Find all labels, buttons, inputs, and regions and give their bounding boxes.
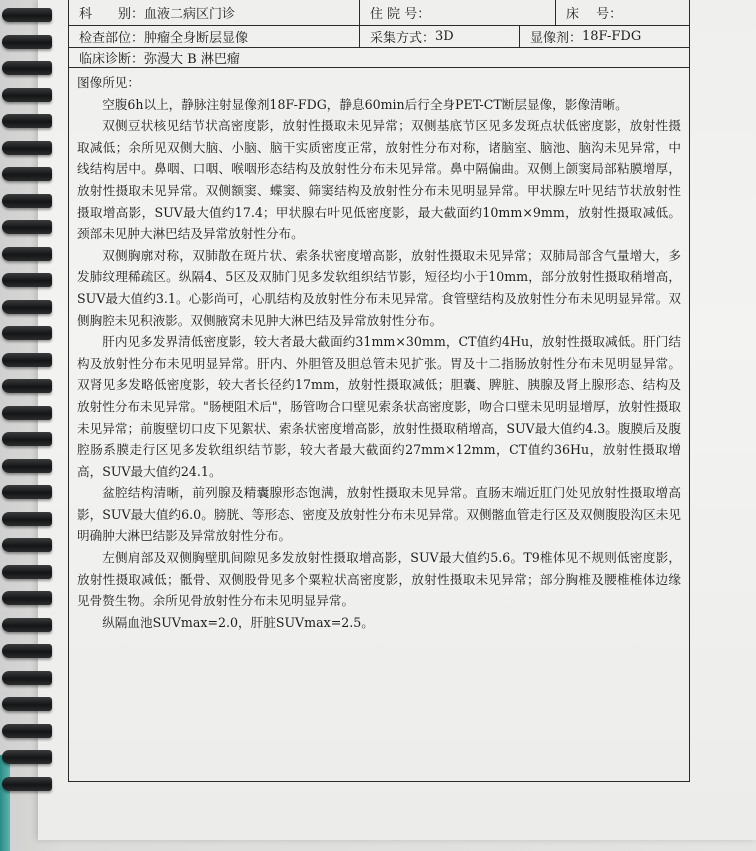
diagnosis-row — [69, 48, 689, 68]
binder-ring — [2, 697, 52, 711]
patient-info-row — [69, 0, 689, 26]
acquisition-method-value: 3D — [435, 29, 454, 44]
binder-ring — [2, 326, 52, 340]
diagnosis-label: 临床诊断： — [79, 52, 145, 67]
binder-ring — [2, 406, 52, 420]
binder-ring — [2, 591, 52, 605]
binder-ring — [2, 750, 52, 764]
binder-ring — [2, 671, 52, 685]
binder-ring — [2, 353, 52, 367]
binder-ring — [2, 565, 52, 579]
findings-paragraph-abdomen: 肝内见多发界清低密度影，较大者最大截面约31mm×30mm，CT值约4Hu，放射性摄取减低。肝门结构及放射性分布未见明显异常。肝内、外胆管及胆总管未见扩张。胃及十二指肠放射性分布未见明显异常。双肾见多发略低密度影，较大者长径约17mm，放射性摄取减低；胆囊、脾脏、胰腺及肾上腺形态、结构及放射性分布未见异常。"肠梗阻术后"，肠管吻合口壁见索条状高密度影，吻合口壁未见明显增厚，放射性摄取未见异常；前腹壁切口皮下见絮状、索条状密度增高影，放射性摄取稍增高，SUV最大值约4.3。腹膜后及腹腔肠系膜走行区见多发软组织结节影，较大者最大截面约27mm×12mm，CT值约36Hu，放射性摄取增高，SUV最大值约24.1。 — [77, 334, 681, 479]
exam-info-row — [69, 26, 689, 48]
binder-ring — [2, 485, 52, 499]
imaging-findings-section — [69, 68, 689, 782]
binder-ring — [2, 247, 52, 261]
findings-title: 图像所见： — [77, 75, 140, 90]
binder-ring — [2, 777, 52, 791]
diagnosis-value: 弥漫大 B 淋巴瘤 — [144, 52, 240, 67]
inpatient-label: 住 院 号： — [370, 7, 431, 22]
findings-paragraph-suv-reference: 纵隔血池SUVmax=2.0，肝脏SUVmax=2.5。 — [102, 614, 374, 630]
findings-paragraph-head-neck: 双侧豆状核见结节状高密度影，放射性摄取未见异常；双侧基底节区见多发斑点状低密度影，放射性摄取减低；余所见双侧大脑、小脑、脑干实质密度正常，放射性分布对称，诸脑室、脑池、脑沟未见异常，中线结构居中。鼻咽、口咽、喉咽形态结构及放射性分布未见异常。鼻中隔偏曲。双侧上颌窦局部粘膜增厚，放射性摄取未见异常。双侧额窦、蝶窦、筛窦结构及放射性分布未见明显异常。甲状腺左叶见结节状放射性摄取增高影，SUV最大值约17.4；甲状腺右叶见低密度影，最大截面约10mm×9mm，放射性摄取减低。颈部未见肿大淋巴结及异常放射性分布。 — [77, 118, 681, 242]
binder-ring — [2, 194, 52, 208]
binder-ring — [2, 432, 52, 446]
binder-ring — [2, 167, 52, 181]
binder-ring — [2, 35, 52, 49]
binder-ring — [2, 300, 52, 314]
binder-ring — [2, 141, 52, 155]
findings-paragraph-bone: 左侧肩部及双侧胸壁肌间隙见多发放射性摄取增高影，SUV最大值约5.6。T9椎体见不规则低密度影，放射性摄取减低；骶骨、双侧股骨见多个粟粒状高密度影，放射性摄取未见异常；部分胸椎及腰椎椎体边缘见骨赘生物。余所见骨放射性分布未见明显异常。 — [77, 550, 681, 609]
findings-paragraph-procedure: 空腹6h以上，静脉注射显像剂18F-FDG，静息60min后行全身PET-CT断层显像，影像清晰。 — [102, 96, 628, 112]
binder-ring — [2, 512, 52, 526]
exam-item-label: 检查部位： — [79, 31, 145, 46]
binder-ring — [2, 114, 52, 128]
imaging-agent-label: 显像剂： — [530, 31, 583, 46]
spiral-binding — [0, 0, 54, 851]
findings-paragraph-chest: 双侧胸廓对称，双肺散在斑片状、索条状密度增高影，放射性摄取未见异常；双肺局部含气量增大，多发肺纹理稀疏区。纵隔4、5区及双肺门见多发软组织结节影，短径均小于10mm，部分放射性摄取稍增高，SUV最大值约3.1。心影尚可，心肌结构及放射性分布未见异常。食管壁结构及放射性分布未见明显异常。双侧胸腔未见积液影。双侧腋窝未见肿大淋巴结及异常放射性分布。 — [77, 247, 681, 328]
department-value: 血液二病区门诊 — [144, 7, 236, 22]
binder-ring — [2, 220, 52, 234]
binder-cover-edge — [0, 755, 10, 851]
binder-ring — [2, 618, 52, 632]
binder-ring — [2, 459, 52, 473]
binder-ring — [2, 88, 52, 102]
binder-ring — [2, 8, 52, 22]
imaging-agent-value: 18F-FDG — [582, 29, 642, 44]
exam-item-value: 肿瘤全身断层显像 — [144, 31, 249, 46]
binder-ring — [2, 538, 52, 552]
report-form — [68, 0, 690, 782]
department-label: 科 别： — [79, 7, 145, 22]
acquisition-method-label: 采集方式： — [370, 31, 436, 46]
findings-paragraph-pelvis: 盆腔结构清晰，前列腺及精囊腺形态饱满，放射性摄取未见异常。直肠末端近肛门处见放射性摄取增高影，SUV最大值约6.0。膀胱、等形态、密度及放射性分布未见异常。双侧髂血管走行区及双侧腹股沟区未见明确肿大淋巴结影及异常放射性分布。 — [77, 485, 681, 544]
binder-ring — [2, 61, 52, 75]
binder-ring — [2, 273, 52, 287]
bed-label: 床 号： — [566, 7, 623, 22]
binder-ring — [2, 379, 52, 393]
binder-ring — [2, 644, 52, 658]
binder-ring — [2, 724, 52, 738]
